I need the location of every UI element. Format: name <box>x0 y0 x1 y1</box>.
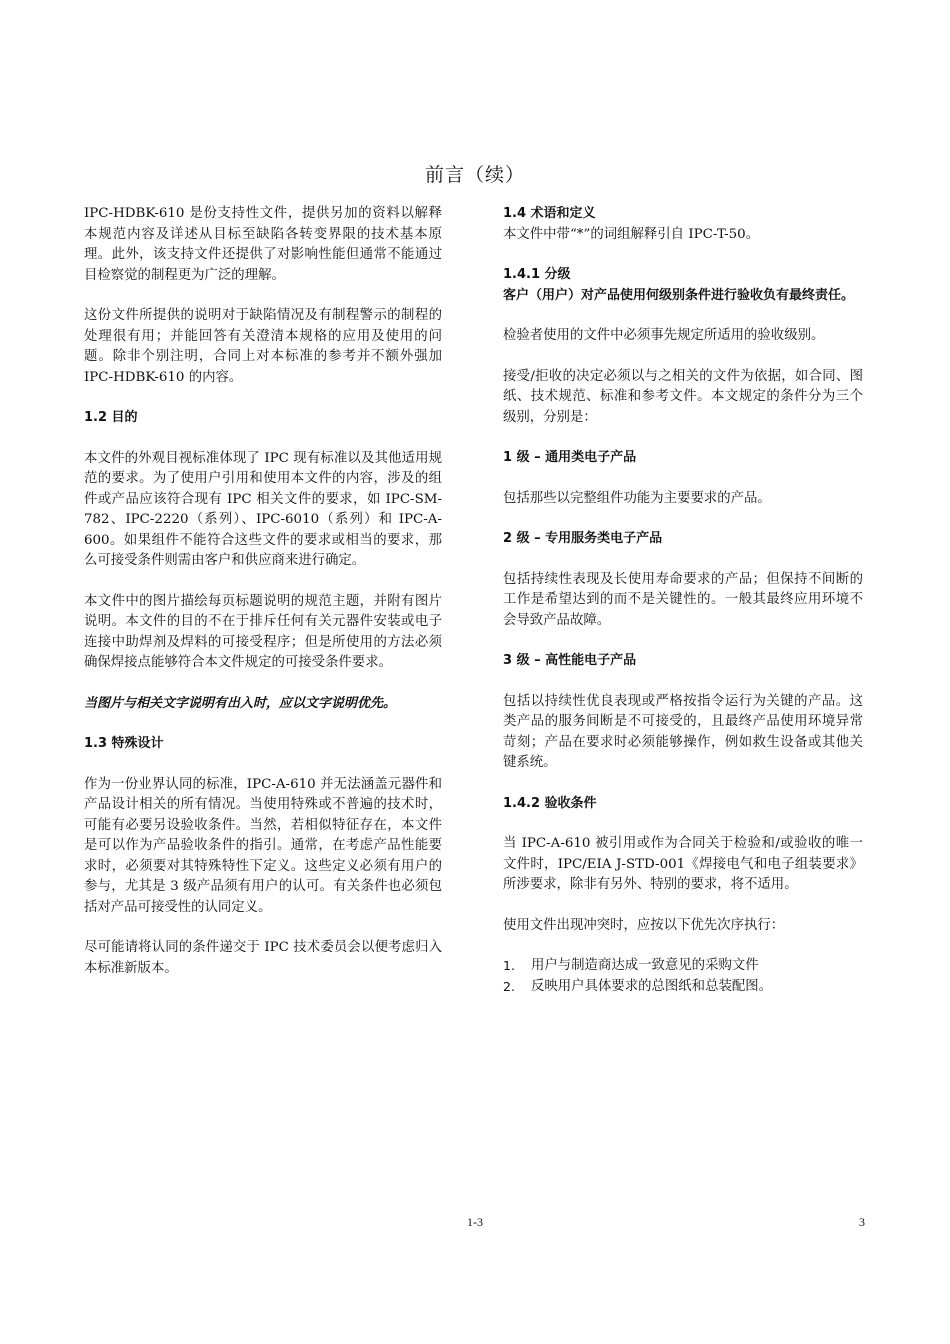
section-1-4-paragraph: 本文件中带“*”的词组解释引自 IPC-T-50。 <box>503 226 760 242</box>
section-1-3-heading: 1.3 特殊设计 <box>84 736 164 751</box>
page-title: 前言（续） <box>424 164 525 186</box>
class-1-heading: 1 级 – 通用类电子产品 <box>503 450 637 465</box>
section-1-4-2-paragraph-2: 使用文件出现冲突时，应按以下优先次序执行： <box>503 917 785 933</box>
footer-page-label: 1-3 <box>467 1215 483 1229</box>
list-item <box>503 977 863 998</box>
class-2-paragraph: 包括持续性表现及长使用寿命要求的产品；但保持不间断的工作是希望达到的而不是关键性的。一般其最终应用环境不会导致产品故障。 <box>503 571 863 628</box>
section-1-4-1-bold-statement: 客户（用户）对产品使用何级别条件进行验收负有最终责任。 <box>503 287 855 303</box>
class-3-heading: 3 级 – 高性能电子产品 <box>503 653 637 668</box>
section-1-4-1-paragraph-2: 接受/拒收的决定必须以与之相关的文件为依据，如合同、图纸、技术规范、标准和参考文件。本文规定的条件分为三个级别，分别是： <box>503 368 863 425</box>
section-1-3-paragraph-2: 尽可能请将认同的条件递交于 IPC 技术委员会以便考虑归入本标准新版本。 <box>84 940 442 976</box>
class-3-paragraph: 包括以持续性优良表现或严格按指令运行为关键的产品。这类产品的服务间断是不可接受的，且最终产品使用环境异常苛刻；产品在要求时必须能够操作，例如救生设备或其他关键系统。 <box>503 693 863 770</box>
section-1-2-heading: 1.2 目的 <box>84 410 138 425</box>
list-item-number: 2. <box>503 978 515 994</box>
priority-list <box>503 956 863 997</box>
list-item-text: 用户与制造商达成一致意见的采购文件 <box>531 958 759 973</box>
list-item-number: 1. <box>503 958 515 973</box>
list-item <box>503 956 863 977</box>
left-column <box>84 204 442 999</box>
class-1-paragraph: 包括那些以完整组件功能为主要要求的产品。 <box>503 490 771 506</box>
section-1-3-paragraph-1: 作为一份业界认同的标准，IPC-A-610 并无法涵盖元器件和产品设计相关的所有情况。当使用特殊或不普遍的技术时，可能有必要另设验收条件。当然，若相似特征存在，本文件是可以作为产品验收条件的指引。通常，在考虑产品性能要求时，必须要对其特殊特性下定义。这些定义必须有用户的参与，尤其是 3 级产品须有用户的认可。有关条件也必须包括对产品可接受性的认同定义。 <box>84 776 442 915</box>
section-1-4-1-heading: 1.4.1 分级 <box>503 267 571 282</box>
section-1-2-emphasis: 当图片与相关文字说明有出入时，应以文字说明优先。 <box>84 695 397 711</box>
section-1-4-2-heading: 1.4.2 验收条件 <box>503 795 597 811</box>
right-column <box>503 204 863 997</box>
section-1-2-paragraph-1: 本文件的外观目视标准体现了 IPC 现有标准以及其他适用规范的要求。为了使用户引用和使用本文件的内容，涉及的组件或产品应该符合现有 IPC 相关文件的要求，如 IPC-SM-782、IPC-2220（系列）、IPC-6010（系列）和 IPC-A-600。如果组件不能符合这些文件的要求或相当的要求，那么可接受条件则需由客户和供应商来进行确定。 <box>84 450 442 568</box>
class-2-heading: 2 级 – 专用服务类电子产品 <box>503 531 663 546</box>
list-item-text: 反映用户具体要求的总图纸和总装配图。 <box>531 978 773 994</box>
section-1-2-paragraph-2: 本文件中的图片描绘每页标题说明的规范主题，并附有图片说明。本文件的目的不在于排斥任何有关元器件安装或电子连接中助焊剂及焊料的可接受程序；但是所使用的方法必须确保焊接点能够符合本文件规定的可接受条件要求。 <box>84 593 442 670</box>
intro-paragraph-1: IPC-HDBK-610 是份支持性文件，提供另加的资料以解释本规范内容及详述从目标至缺陷各转变界限的技术基本原理。此外，该支持文件还提供了对影响性能但通常不能通过目检察觉的制程更为广泛的理解。 <box>84 206 442 283</box>
intro-paragraph-2: 这份文件所提供的说明对于缺陷情况及有制程警示的制程的处理很有用；并能回答有关澄清本规格的应用及使用的问题。除非个别注明，合同上对本标准的参考并不额外强加 IPC-HDBK-610 的内容。 <box>84 308 442 385</box>
section-1-4-2-paragraph-1: 当 IPC-A-610 被引用或作为合同关于检验和/或验收的唯一文件时，IPC/EIA J-STD-001《焊接电气和电子组装要求》所涉要求，除非有另外、特别的要求，将不适用。 <box>503 836 863 892</box>
section-1-4-1-paragraph-1: 检验者使用的文件中必须事先规定所适用的验收级别。 <box>503 328 825 343</box>
section-1-4-heading: 1.4 术语和定义 <box>503 206 596 221</box>
footer-page-number: 3 <box>859 1215 865 1229</box>
